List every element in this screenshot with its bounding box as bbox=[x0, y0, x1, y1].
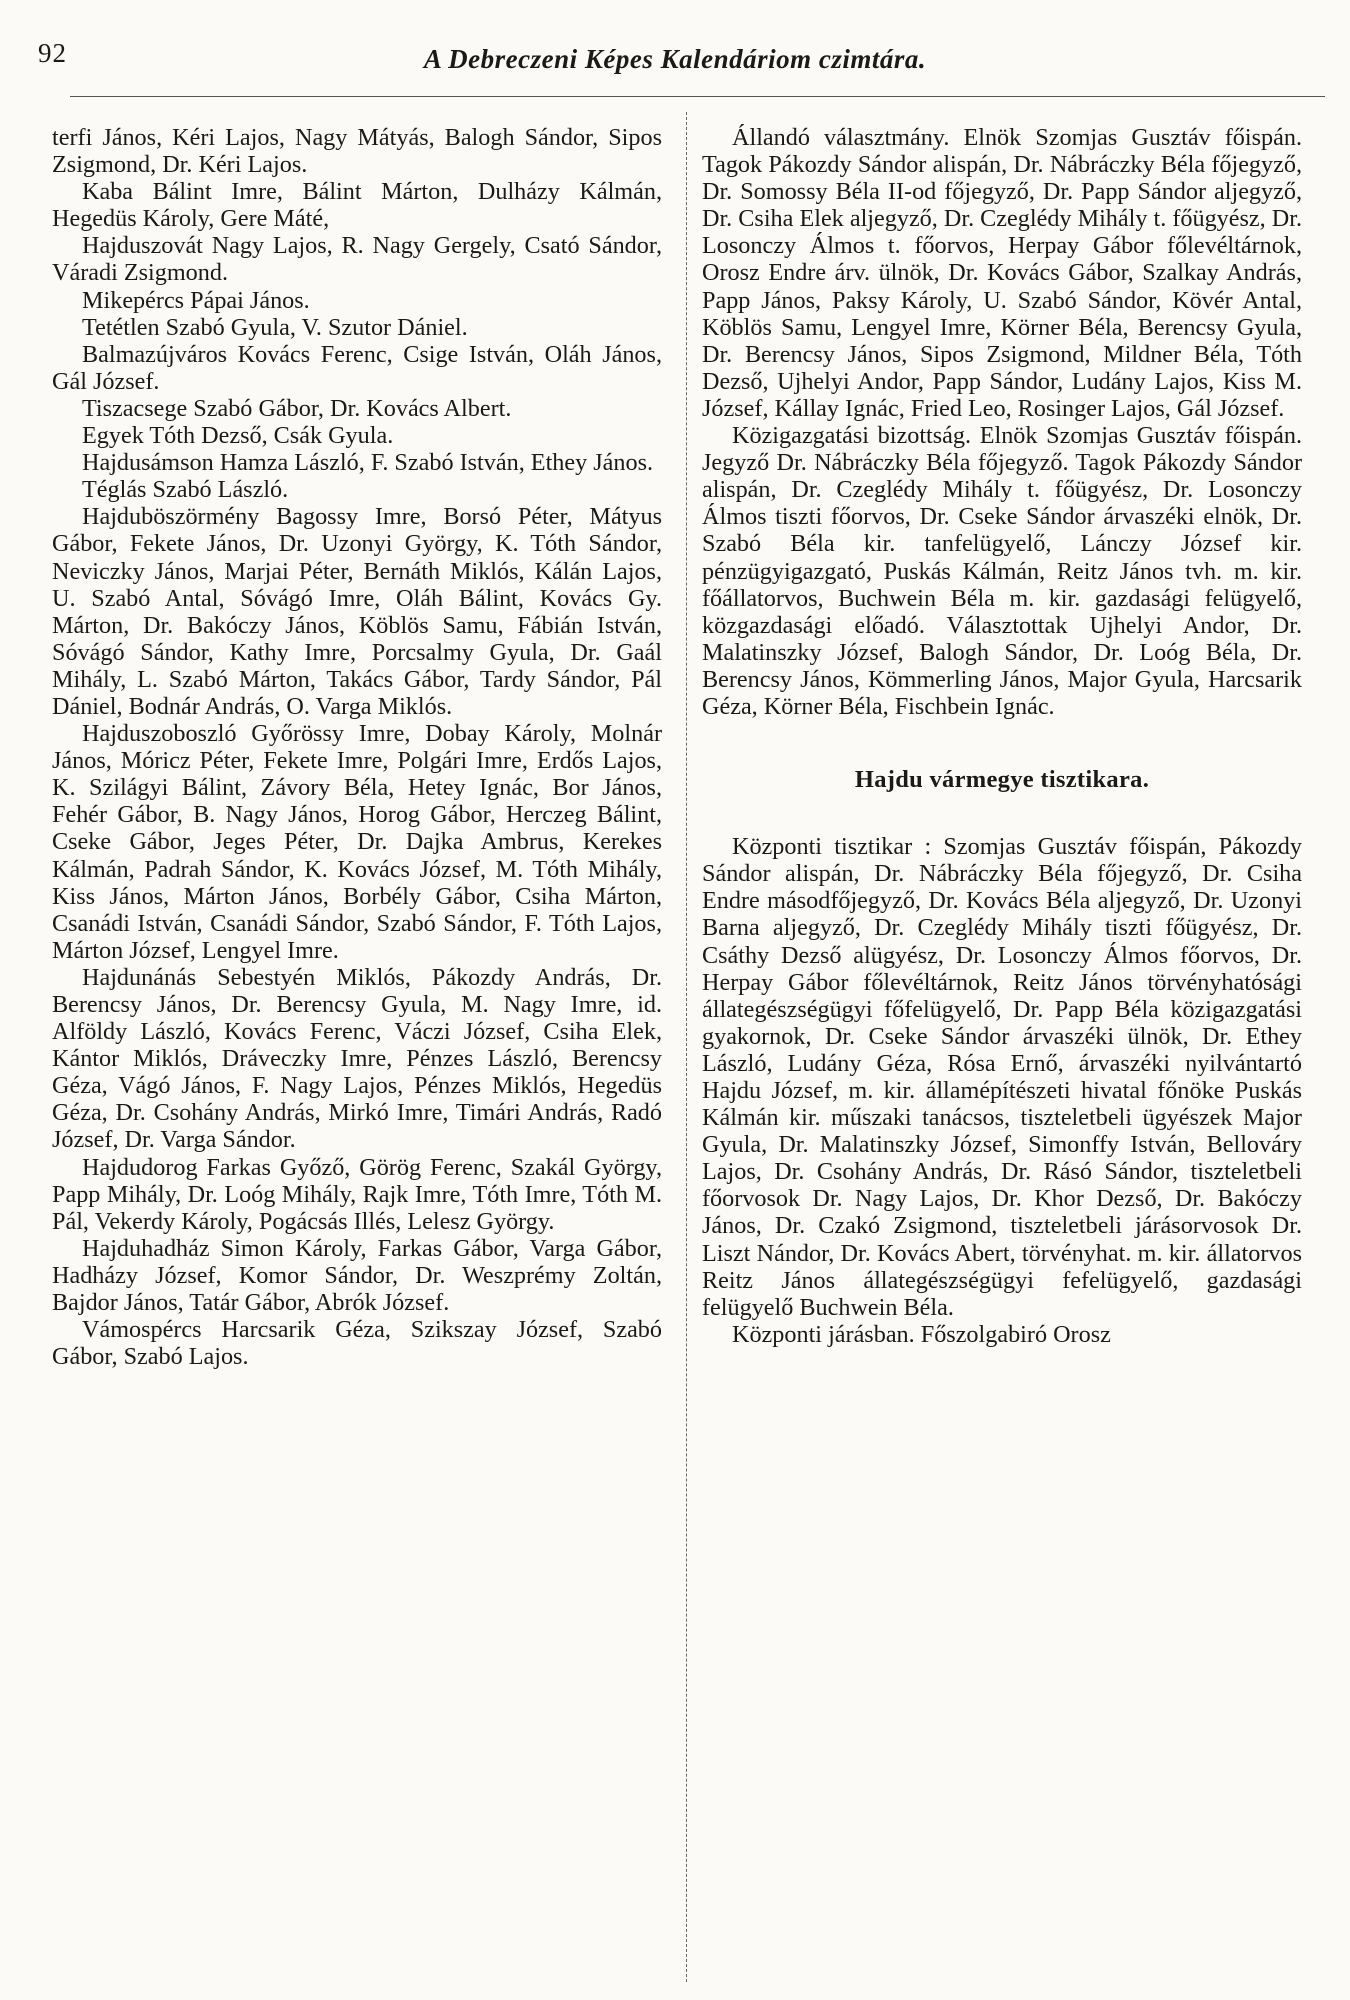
paragraph: Központi járásban. Főszolgabiró Orosz bbox=[732, 1320, 1111, 1348]
paragraph: Hajdudorog Farkas Győző, Görög Ferenc, Szakál György, Papp Mihály, Dr. Loóg Mihály, Rajk Imre, Tóth Imre, Tóth M. Pál, Vekerdy Károly, Pogácsás Illés, Lelesz György. bbox=[52, 1153, 662, 1235]
paragraph: Hajduszoboszló Győrössy Imre, Dobay Károly, Molnár János, Móricz Péter, Fekete Imre, Polgári Imre, Erdős Lajos, K. Szilágyi Bálint, Závory Béla, Hetey Ignác, Bor János, Fehér Gábor, B. Nagy János, Horog Gábor, Herczeg Bálint, Cseke Gábor, Jeges Péter, Dr. Dajka Ambrus, Kerekes Kálmán, Padrah Sándor, K. Kovács József, M. Tóth Mihály, Kiss János, Márton János, Borbély Gábor, Csiha Márton, Csanádi István, Csanádi Sándor, Szabó Sándor, F. Tóth Lajos, Márton József, Lengyel Imre. bbox=[52, 720, 662, 964]
paragraph: Állandó választmány. Elnök Szomjas Gusztáv főispán. Tagok Pákozdy Sándor alispán, Dr. Nábráczky Béla főjegyző, Dr. Somossy Béla II-od főjegyző, Dr. Papp Sándor aljegyző, Dr. Csiha Elek aljegyző, Dr. Czeglédy Mihály t. főügyész, Dr. Losonczy Álmos t. főorvos, Herpay Gábor főlevéltárnok, Orosz Endre árv. ülnök, Dr. Kovács Gábor, Szalkay András, Papp János, Paksy Károly, U. Szabó Sándor, Kövér Antal, Köblös Samu, Lengyel Imre, Körner Béla, Berencsy Gyula, Dr. Berencsy János, Sipos Zsigmond, Mildner Béla, Tóth Dezső, Ujhelyi Andor, Papp Sándor, Ludány Lajos, Kiss M. József, Kállay Ignác, Fried Leo, Rosinger Lajos, Gál József. bbox=[702, 124, 1302, 422]
paragraph: Közigazgatási bizottság. Elnök Szomjas Gusztáv főispán. Jegyző Dr. Nábráczky Béla főjegyző. Tagok Pákozdy Sándor alispán, Dr. Czeglédy Mihály t. főügyész, Dr. Losonczy Álmos tiszti főorvos, Dr. Cseke Sándor árvaszéki elnök, Dr. Szabó Béla kir. tanfelügyelő, Lánczy József kir. pénzügyigazgató, Puskás Kálmán, Reitz János tvh. m. kir. főállatorvos, Buchwein Béla m. kir. gazdasági felügyelő, közgazdasági előadó. Választottak Ujhelyi Andor, Dr. Malatinszky József, Balogh Sándor, Dr. Loóg Béla, Dr. Berencsy János, Kömmerling János, Major Gyula, Harcsarik Géza, Körner Béla, Fischbein Ignác. bbox=[702, 422, 1302, 720]
paragraph: Hajduszovát Nagy Lajos, R. Nagy Gergely, Csató Sándor, Váradi Zsigmond. bbox=[52, 232, 662, 287]
paragraph: Kaba Bálint Imre, Bálint Márton, Dulházy Kálmán, Hegedüs Károly, Gere Máté, bbox=[52, 178, 662, 233]
page-number: 92 bbox=[38, 38, 67, 68]
paragraph: Egyek Tóth Dezső, Csák Gyula. bbox=[82, 422, 394, 450]
paragraph: Központi tisztikar : Szomjas Gusztáv főispán, Pákozdy Sándor alispán, Dr. Nábráczky Béla főjegyző, Dr. Csiha Endre másodfőjegyző, Dr. Kovács Béla aljegyző, Dr. Uzonyi Barna aljegyző, Dr. Czeglédy Mihály tiszti főügyész, Dr. Csáthy Dezső alügyész, Dr. Losonczy Álmos főorvos, Dr. Herpay Gábor főlevéltárnok, Reitz János törvényhatósági állategészségügyi főfelügyelő, Dr. Papp Béla közigazgatási gyakornok, Dr. Cseke Sándor árvaszéki ülnök, Dr. Ethey László, Ludány Géza, Rósa Ernő, árvaszéki nyilvántartó Hajdu József, m. kir. államépítészeti hivatal főnöke Puskás Kálmán kir. műszaki tanácsos, tiszteletbeli ügyészek Major Gyula, Dr. Malatinszky József, Simonffy István, Bellováry Lajos, Dr. Csohány András, Dr. Rásó Sándor, tiszteletbeli főorvosok Dr. Nagy Lajos, Dr. Khor Dezső, Dr. Bakóczy János, Dr. Czakó Zsigmond, tiszteletbeli járásorvosok Dr. Liszt Nándor, Dr. Kovács Abert, törvényhat. m. kir. állatorvos Reitz János állategészségügyi fefelügyelő, gazdasági felügyelő Buchwein Béla. bbox=[702, 833, 1302, 1321]
right-column bbox=[702, 124, 1302, 1348]
paragraph: Tiszacsege Szabó Gábor, Dr. Kovács Albert. bbox=[82, 394, 512, 422]
paragraph: Balmazújváros Kovács Ferenc, Csige István, Oláh János, Gál József. bbox=[52, 340, 662, 395]
paragraph: Hajduböszörmény Bagossy Imre, Borsó Péter, Mátyus Gábor, Fekete János, Dr. Uzonyi György, K. Tóth Sándor, Neviczky János, Marjai Péter, Bernáth Miklós, Kálán Lajos, U. Szabó Antal, Sóvágó Imre, Oláh Bálint, Kovács Gy. Márton, Dr. Bakóczy János, Köblös Samu, Fábián István, Sóvágó Sándor, Kathy Imre, Porcsalmy Gyula, Dr. Gaál Mihály, L. Szabó Márton, Takács Gábor, Tardy Sándor, Pál Dániel, Bodnár András, O. Varga Miklós. bbox=[52, 503, 662, 720]
paragraph: Vámospércs Harcsarik Géza, Szikszay József, Szabó Gábor, Szabó Lajos. bbox=[52, 1316, 662, 1371]
header-rule bbox=[70, 96, 1325, 97]
paragraph: Mikepércs Pápai János. bbox=[82, 286, 310, 314]
left-column bbox=[52, 124, 662, 1370]
running-title: A Debreczeni Képes Kalendáriom czimtára. bbox=[423, 44, 927, 74]
paragraph: Tetétlen Szabó Gyula, V. Szutor Dániel. bbox=[82, 313, 468, 341]
paragraph: Hajdunánás Sebestyén Miklós, Pákozdy András, Dr. Berencsy János, Dr. Berencsy Gyula, M. Nagy Imre, id. Alföldy László, Kovács Ferenc, Váczi József, Csiha Elek, Kántor Miklós, Dráveczky Imre, Pénzes László, Berencsy Géza, Vágó János, F. Nagy Lajos, Pénzes Miklós, Hegedüs Géza, Dr. Csohány András, Mirkó Imre, Timári András, Radó József, Dr. Varga Sándor. bbox=[52, 963, 662, 1154]
section-heading: Hajdu vármegye tisztikara. bbox=[854, 766, 1150, 794]
paragraph: Hajduhadház Simon Károly, Farkas Gábor, Varga Gábor, Hadházy József, Komor Sándor, Dr. Weszprémy Zoltán, Bajdor János, Tatár Gábor, Abrók József. bbox=[52, 1234, 662, 1317]
paragraph: Téglás Szabó László. bbox=[82, 476, 289, 504]
paragraph: terfi János, Kéri Lajos, Nagy Mátyás, Balogh Sándor, Sipos Zsigmond, Dr. Kéri Lajos. bbox=[52, 124, 662, 179]
paragraph: Hajdusámson Hamza László, F. Szabó István, Ethey János. bbox=[82, 449, 654, 477]
column-divider bbox=[686, 112, 687, 1982]
